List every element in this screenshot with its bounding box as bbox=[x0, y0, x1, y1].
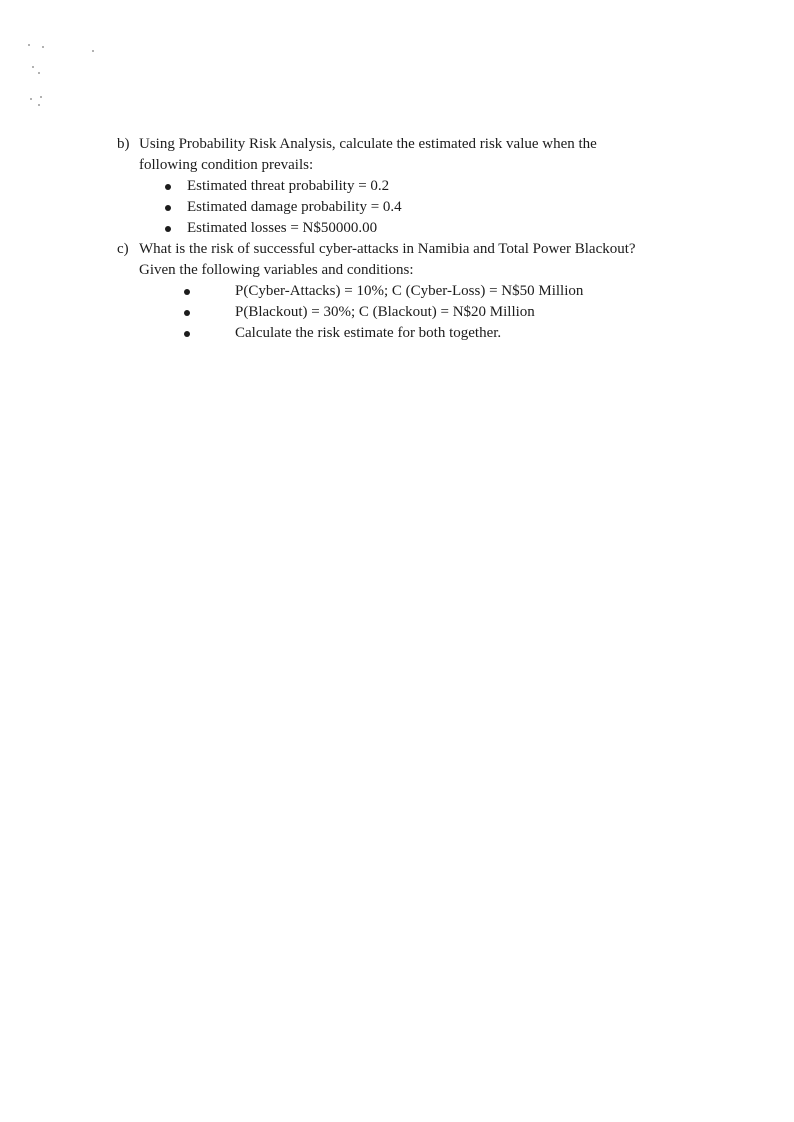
list-item bbox=[117, 281, 717, 302]
list-item bbox=[117, 218, 717, 239]
bullet-icon bbox=[165, 184, 171, 190]
question-text bbox=[139, 134, 717, 176]
list-item-text: Calculate the risk estimate for both together. bbox=[235, 325, 502, 341]
list-item-text: P(Blackout) = 30%; C (Blackout) = N$20 Million bbox=[235, 304, 535, 320]
bullet-list bbox=[117, 281, 717, 344]
scan-artifact bbox=[38, 104, 40, 106]
scan-artifact bbox=[28, 44, 30, 46]
question-text-line: Using Probability Risk Analysis, calculate the estimated risk value when the bbox=[139, 136, 597, 152]
bullet-list bbox=[117, 176, 717, 239]
scan-artifact bbox=[32, 66, 34, 68]
bullet-icon bbox=[184, 310, 190, 316]
scan-artifact bbox=[30, 98, 32, 100]
list-item-text: Estimated losses = N$50000.00 bbox=[187, 220, 378, 236]
question-text-line: What is the risk of successful cyber-attacks in Namibia and Total Power Blackout? bbox=[139, 241, 636, 257]
question-text-line: following condition prevails: bbox=[139, 157, 314, 173]
bullet-icon bbox=[165, 226, 171, 232]
question-b bbox=[117, 134, 717, 239]
list-item-text: P(Cyber-Attacks) = 10%; C (Cyber-Loss) = N$50 Million bbox=[235, 283, 584, 299]
scan-artifact bbox=[42, 46, 44, 48]
question-label: c) bbox=[117, 241, 129, 257]
question-c bbox=[117, 239, 717, 344]
list-item bbox=[117, 302, 717, 323]
list-item bbox=[117, 197, 717, 218]
question-text-line: Given the following variables and conditions: bbox=[139, 262, 414, 278]
list-item-text: Estimated damage probability = 0.4 bbox=[187, 199, 402, 215]
list-item bbox=[117, 323, 717, 344]
question-text bbox=[139, 239, 717, 281]
scan-artifact bbox=[92, 50, 94, 52]
list-item-text: Estimated threat probability = 0.2 bbox=[187, 178, 390, 194]
scan-artifact bbox=[38, 72, 40, 74]
bullet-icon bbox=[184, 331, 190, 337]
bullet-icon bbox=[184, 289, 190, 295]
list-item bbox=[117, 176, 717, 197]
scan-artifact bbox=[40, 96, 42, 98]
question-label: b) bbox=[117, 136, 130, 152]
bullet-icon bbox=[165, 205, 171, 211]
